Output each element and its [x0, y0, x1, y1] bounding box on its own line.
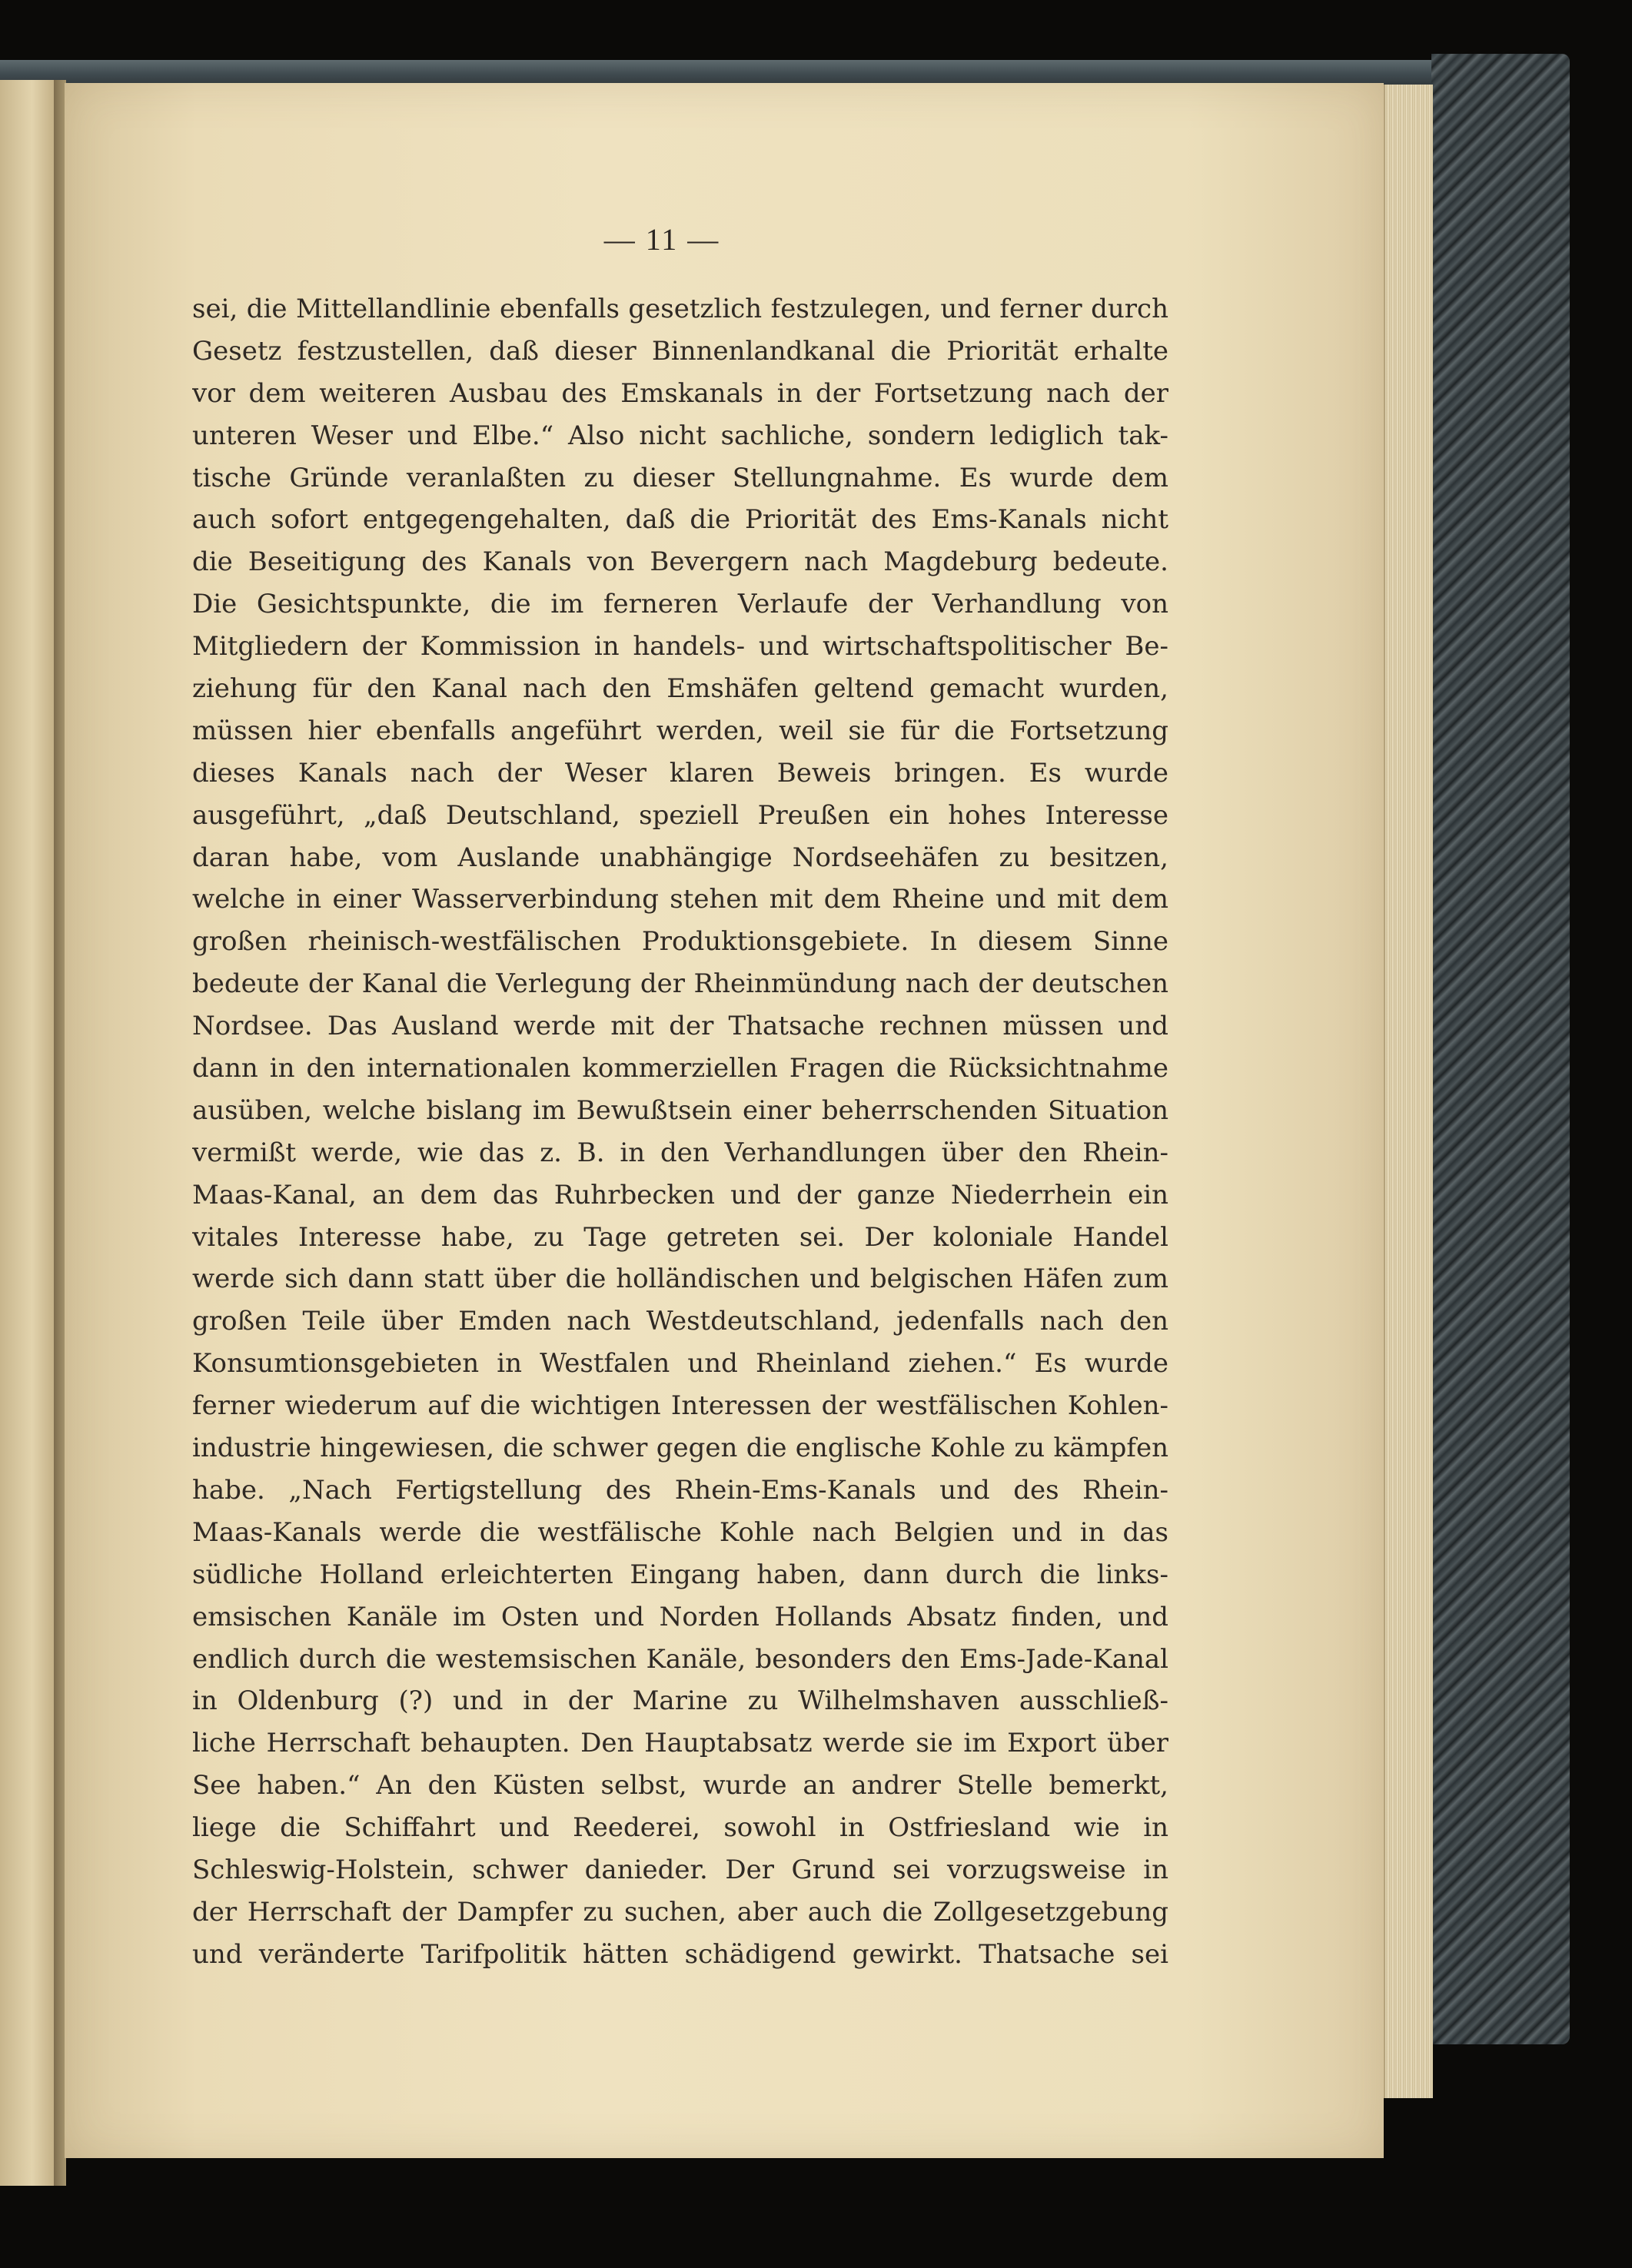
- text-line: vor dem weiteren Ausbau des Emskanals in der Fortsetzung nach der: [192, 377, 1168, 409]
- text-line: bedeute der Kanal die Verlegung der Rheinmündung nach der deutschen: [192, 968, 1168, 1000]
- text-line: Gesetz festzustellen, daß dieser Binnenlandkanal die Priorität erhalte: [192, 335, 1168, 367]
- text-line: werde sich dann statt über die holländischen und belgischen Häfen zum: [192, 1264, 1168, 1295]
- page-number: — 11 —: [603, 222, 720, 257]
- text-line: welche in einer Wasserverbindung stehen mit dem Rheine und mit dem: [192, 884, 1168, 915]
- text-line: See haben.“ An den Küsten selbst, wurde an andrer Stelle bemerkt,: [192, 1770, 1168, 1801]
- text-line: ausüben, welche bislang im Bewußtsein einer beherrschenden Situation: [192, 1094, 1168, 1126]
- text-line: emsischen Kanäle im Osten und Norden Hollands Absatz finden, und: [192, 1601, 1168, 1632]
- body-text: [192, 288, 1168, 1976]
- text-line: Nordsee. Das Ausland werde mit der Thatsache rechnen müssen und: [192, 1011, 1168, 1042]
- text-line: die Beseitigung des Kanals von Bevergern nach Magdeburg bedeute.: [192, 546, 1168, 578]
- text-line: tische Gründe veranlaßten zu dieser Stellungnahme. Es wurde dem: [192, 462, 1168, 493]
- text-line: ferner wiederum auf die wichtigen Interessen der westfälischen Kohlen-: [192, 1390, 1168, 1422]
- text-line: und veränderte Tarifpolitik hätten schädigend gewirkt. Thatsache sei: [192, 1938, 1168, 1970]
- text-line: großen Teile über Emden nach Westdeutschland, jedenfalls nach den: [192, 1306, 1168, 1337]
- text-line: südliche Holland erleichterten Eingang haben, dann durch die links-: [192, 1559, 1168, 1590]
- text-line: endlich durch die westemsischen Kanäle, besonders den Ems-Jade-Kanal: [192, 1643, 1168, 1675]
- text-line: Schleswig-Holstein, schwer danieder. Der Grund sei vorzugsweise in: [192, 1854, 1168, 1885]
- text-line: Konsumtionsgebieten in Westfalen und Rheinland ziehen.“ Es wurde: [192, 1348, 1168, 1380]
- text-line: habe. „Nach Fertigstellung des Rhein-Ems-Kanals und des Rhein-: [192, 1474, 1168, 1506]
- text-line: unteren Weser und Elbe.“ Also nicht sachliche, sondern lediglich tak-: [192, 420, 1168, 451]
- text-line: vermißt werde, wie das z. B. in den Verhandlungen über den Rhein-: [192, 1137, 1168, 1168]
- text-line: ausgeführt, „daß Deutschland, speziell Preußen ein hohes Interesse: [192, 799, 1168, 831]
- text-line: Die Gesichtspunkte, die im ferneren Verlaufe der Verhandlung von: [192, 589, 1168, 620]
- book-cover-marbled-edge: [1431, 54, 1570, 2044]
- text-line: liche Herrschaft behaupten. Den Hauptabsatz werde sie im Export über: [192, 1728, 1168, 1759]
- text-line: in Oldenburg (?) und in der Marine zu Wilhelmshaven ausschließ-: [192, 1685, 1168, 1717]
- facing-page-edge: [0, 80, 58, 2186]
- text-line: der Herrschaft der Dampfer zu suchen, aber auch die Zollgesetzgebung: [192, 1896, 1168, 1928]
- text-line: liege die Schiffahrt und Reederei, sowohl in Ostfriesland wie in: [192, 1812, 1168, 1844]
- text-line: Maas-Kanal, an dem das Ruhrbecken und der ganze Niederrhein ein: [192, 1179, 1168, 1210]
- text-line: großen rheinisch-westfälischen Produktionsgebiete. In diesem Sinne: [192, 926, 1168, 958]
- text-line: müssen hier ebenfalls angeführt werden, weil sie für die Fortsetzung: [192, 715, 1168, 746]
- page-block-edges: [1384, 85, 1433, 2098]
- text-line: industrie hingewiesen, die schwer gegen die englische Kohle zu kämpfen: [192, 1433, 1168, 1464]
- text-line: ziehung für den Kanal nach den Emshäfen geltend gemacht wurden,: [192, 673, 1168, 705]
- text-line: Mitgliedern der Kommission in handels- und wirtschaftspolitischer Be-: [192, 631, 1168, 662]
- text-line: dieses Kanals nach der Weser klaren Beweis bringen. Es wurde: [192, 757, 1168, 789]
- text-line: auch sofort entgegengehalten, daß die Priorität des Ems-Kanals nicht: [192, 504, 1168, 536]
- text-line: daran habe, vom Auslande unabhängige Nordseehäfen zu besitzen,: [192, 842, 1168, 873]
- text-line: dann in den internationalen kommerziellen Fragen die Rücksichtnahme: [192, 1053, 1168, 1084]
- text-line: vitales Interesse habe, zu Tage getreten sei. Der koloniale Handel: [192, 1221, 1168, 1253]
- text-line: Maas-Kanals werde die westfälische Kohle nach Belgien und in das: [192, 1516, 1168, 1548]
- text-line: sei, die Mittellandlinie ebenfalls gesetzlich festzulegen, und ferner durch: [192, 294, 1168, 324]
